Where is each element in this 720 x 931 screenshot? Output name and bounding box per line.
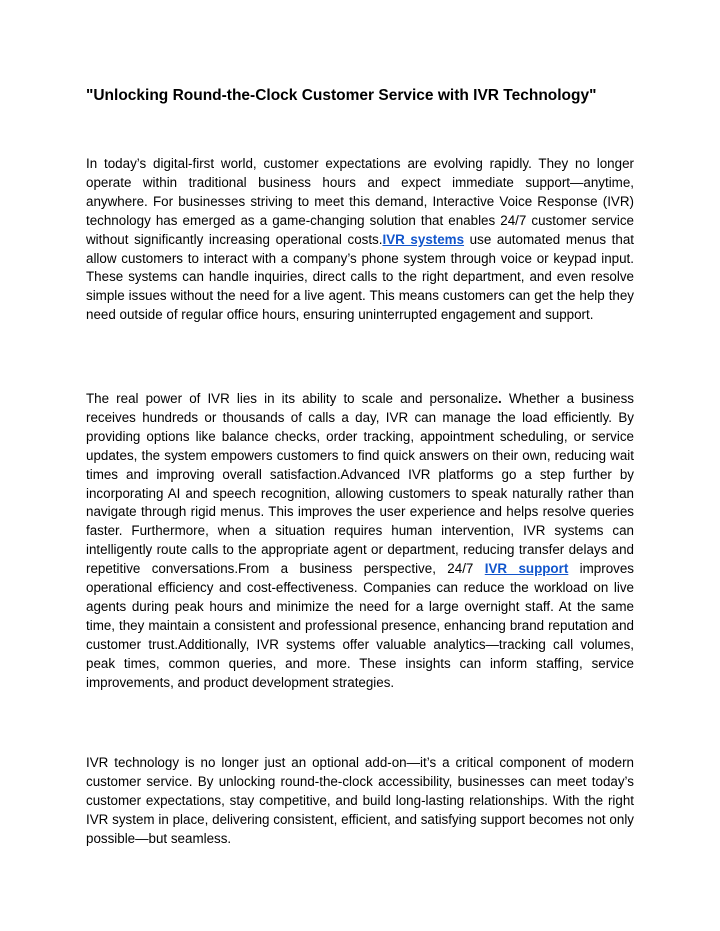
paragraph-benefits-bold-period: . bbox=[498, 391, 502, 406]
ivr-support-link[interactable]: IVR support bbox=[484, 561, 569, 577]
paragraph-benefits-text-a: The real power of IVR lies in its ability to scale and personalize bbox=[86, 391, 499, 406]
paragraph-benefits bbox=[86, 390, 634, 693]
paragraph-intro-text-a: In today’s digital-first world, customer expectations are evolving rapidly. They no longer operate within traditional business hours and expect immediate support—anytime, anywhere. For businesses striving to meet this demand, Interactive Voice Response (IVR) technology has emerged as a game-changing solution that enables 24/7 customer service without significantly increasing operational costs. bbox=[86, 156, 634, 247]
document-title: "Unlocking Round-the-Clock Customer Service with IVR Technology" bbox=[86, 87, 597, 104]
paragraph-benefits-text-c: improves operational efficiency and cost-effectiveness. Companies can reduce the workload on live agents during peak hours and minimize the need for a large overnight staff. At the same time, they maintain a consistent and professional presence, enhancing brand reputation and customer trust.Additionally, IVR systems offer valuable analytics—tracking call volumes, peak times, common queries, and more. These insights can inform staffing, service improvements, and product development strategies. bbox=[86, 561, 634, 690]
paragraph-intro bbox=[86, 155, 634, 325]
paragraph-intro-text-b: use automated menus that allow customers to interact with a company’s phone system through voice or keypad input. These systems can handle inquiries, direct calls to the right department, and even resolve simple issues without the need for a live agent. This means customers can get the help they need outside of regular office hours, ensuring uninterrupted engagement and support. bbox=[86, 231, 634, 323]
paragraph-conclusion: IVR technology is no longer just an optional add-on—it’s a critical component of modern customer service. By unlocking round-the-clock accessibility, businesses can meet today’s customer expectations, stay competitive, and build long-lasting relationships. With the right IVR system in place, delivering consistent, efficient, and satisfying support becomes not only possible—but seamless. bbox=[86, 755, 634, 846]
paragraph-benefits-text-b: Whether a business receives hundreds or thousands of calls a day, IVR can manage the load efficiently. By providing options like balance checks, order tracking, appointment scheduling, or service updates, the system empowers customers to find quick answers on their own, reducing wait times and improving overall satisfaction.Advanced IVR platforms go a step further by incorporating AI and speech recognition, allowing customers to speak naturally rather than navigate through rigid menus. This improves the user experience and helps resolve queries faster. Furthermore, when a situation requires human intervention, IVR systems can intelligently route calls to the appropriate agent or department, reducing transfer delays and repetitive conversations.From a business perspective, 24/7 bbox=[86, 391, 634, 577]
ivr-systems-link[interactable]: IVR systems bbox=[382, 231, 465, 247]
